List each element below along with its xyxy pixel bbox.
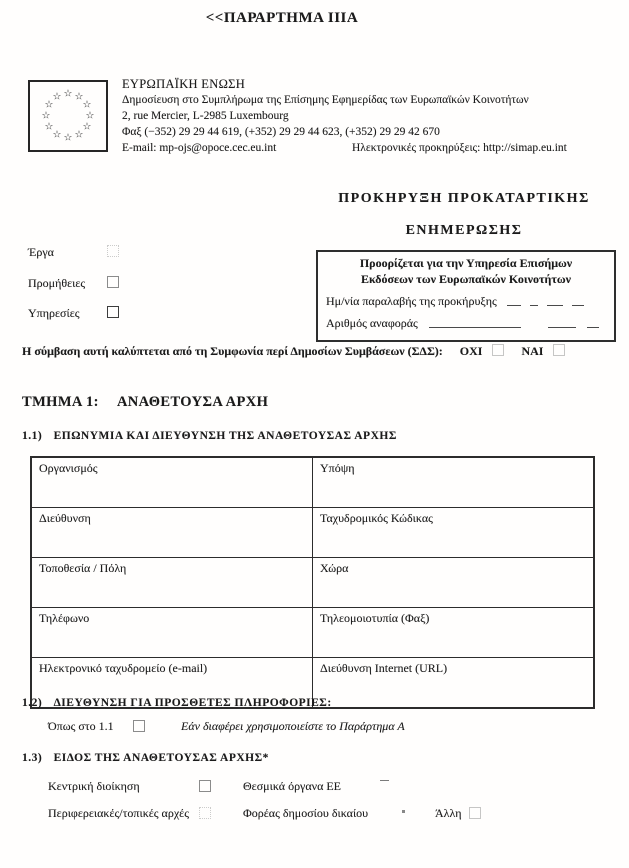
star-icon: ☆	[74, 129, 84, 141]
table-row	[31, 608, 594, 658]
works-checkbox[interactable]	[107, 245, 119, 257]
star-icon: ☆	[41, 110, 51, 122]
eu-email: E-mail: mp-ojs@opoce.cec.eu.int	[122, 142, 277, 154]
receipt-date-label: Ημ/νία παραλαβής της προκήρυξης	[326, 294, 497, 308]
receipt-date-blank[interactable]	[572, 295, 584, 306]
supplies-label: Προμήθειες	[28, 276, 86, 290]
receipt-date-blank[interactable]	[530, 295, 538, 306]
table-row	[31, 508, 594, 558]
star-icon: ☆	[44, 99, 54, 111]
annex-title: <<ΠΑΡΑΡΤΗΜΑ ΙΙΙΑ	[205, 10, 359, 26]
notice-title	[306, 183, 622, 247]
eu-flag-logo	[28, 80, 108, 152]
eu-header-block	[122, 76, 622, 156]
gpa-statement	[22, 344, 622, 359]
public-body-label: Φορέας δημοσίου δικαίου	[243, 806, 369, 820]
section-1-3-heading	[22, 752, 269, 764]
notice-title-line1: ΠΡΟΚΗΡΥΞΗ ΠΡΟΚΑΤΑΡΤΙΚΗΣ	[338, 191, 590, 206]
cell-email[interactable]: Ηλεκτρονικό ταχυδρομείο (e-mail)	[31, 658, 313, 709]
receipt-date-blank[interactable]	[547, 295, 563, 306]
reference-number-row	[326, 316, 599, 331]
reserved-line2: Εκδόσεων των Ευρωπαϊκών Κοινοτήτων	[360, 272, 572, 286]
other-label: Άλλη	[435, 806, 462, 820]
section-1-3-number: 1.3)	[22, 752, 43, 764]
official-use-box	[316, 250, 616, 342]
contract-type-services	[28, 306, 119, 321]
cell-town[interactable]: Τοποθεσία / Πόλη	[31, 558, 313, 608]
other-checkbox[interactable]	[469, 807, 481, 819]
cell-attention[interactable]: Υπόψη	[313, 457, 595, 508]
star-icon: ☆	[44, 121, 54, 133]
table-row	[31, 457, 594, 508]
section-1-2-heading	[22, 697, 332, 709]
gpa-no-checkbox[interactable]	[492, 344, 504, 356]
contract-type-works	[28, 245, 119, 260]
receipt-date-blank[interactable]	[507, 295, 521, 306]
cell-fax[interactable]: Τηλεομοιοτυπία (Φαξ)	[313, 608, 595, 658]
cell-organisation[interactable]: Οργανισμός	[31, 457, 313, 508]
regional-checkbox[interactable]	[199, 807, 211, 819]
same-as-1-1-label: Όπως στο 1.1	[48, 719, 114, 733]
cell-telephone[interactable]: Τηλέφωνο	[31, 608, 313, 658]
star-icon: ☆	[85, 110, 95, 122]
gpa-yes-checkbox[interactable]	[553, 344, 565, 356]
eu-institutions-label: Θεσμικά όργανα ΕΕ	[243, 779, 342, 793]
section-1-heading	[22, 394, 268, 411]
reference-number-blank[interactable]	[587, 317, 599, 328]
reference-number-blank[interactable]	[429, 317, 521, 328]
star-icon: ☆	[74, 91, 84, 103]
supplies-checkbox[interactable]	[107, 276, 119, 288]
reserved-line1: Προορίζεται για την Υπηρεσία Επισήμων	[359, 256, 573, 270]
section-1-number: ΤΜΗΜΑ 1:	[22, 394, 99, 410]
services-label: Υπηρεσίες	[28, 306, 80, 320]
section-1-1-number: 1.1)	[22, 430, 43, 442]
eu-fax-line: Φαξ (−352) 29 29 44 619, (+352) 29 29 44 623, (+352) 29 29 42 670	[122, 126, 440, 138]
eu-publication-line: Δημοσίευση στο Συμπλήρωμα της Επίσημης Εφημερίδας των Ευρωπαϊκών Κοινοτήτων	[122, 94, 529, 106]
notice-title-line2: ΕΝΗΜΕΡΩΣΗΣ	[405, 223, 523, 238]
eu-address-line: 2, rue Mercier, L-2985 Luxembourg	[122, 110, 289, 122]
gpa-text: Η σύμβαση αυτή καλύπτεται από τη Συμφωνία περί Δημοσίων Συμβάσεων (ΣΔΣ):	[22, 344, 443, 358]
section-1-2-title: ΔΙΕΥΘΥΝΣΗ ΓΙΑ ΠΡΟΣΘΕΤΕΣ ΠΛΗΡΟΦΟΡΙΕΣ:	[53, 697, 332, 709]
star-icon: ☆	[82, 121, 92, 133]
eu-enotices-url: Ηλεκτρονικές προκηρύξεις: http://simap.eu.int	[352, 142, 567, 154]
cell-address[interactable]: Διεύθυνση	[31, 508, 313, 558]
eu-institutions-checkbox[interactable]	[380, 780, 389, 781]
annex-a-note: Εάν διαφέρει χρησιμοποιείστε το Παράρτημα Α	[181, 719, 405, 733]
star-icon: ☆	[52, 129, 62, 141]
eu-contact-line	[122, 140, 622, 156]
cell-country[interactable]: Χώρα	[313, 558, 595, 608]
authority-type-row-1	[0, 779, 629, 797]
section-1-3-title: ΕΙΔΟΣ ΤΗΣ ΑΝΑΘΕΤΟΥΣΑΣ ΑΡΧΗΣ*	[53, 752, 269, 764]
works-label: Έργα	[28, 245, 54, 259]
gpa-no-label: ΟΧΙ	[459, 344, 483, 358]
star-icon: ☆	[63, 132, 73, 144]
central-gov-checkbox[interactable]	[199, 780, 211, 792]
reference-number-blank[interactable]	[548, 317, 576, 328]
cell-postal-code[interactable]: Ταχυδρομικός Κώδικας	[313, 508, 595, 558]
table-row	[31, 558, 594, 608]
services-checkbox[interactable]	[107, 306, 119, 318]
section-1-2-number: 1.2)	[22, 697, 43, 709]
eu-union-name: ΕΥΡΩΠΑΪΚΗ ΕΝΩΣΗ	[122, 77, 246, 91]
gpa-yes-label: ΝΑΙ	[521, 344, 544, 358]
reference-number-label: Αριθμός αναφοράς	[326, 316, 418, 330]
cell-url[interactable]: Διεύθυνση Internet (URL)	[313, 658, 595, 709]
receipt-date-row	[326, 294, 584, 309]
authority-type-row-2	[0, 806, 629, 824]
star-icon: ☆	[52, 91, 62, 103]
section-1-1-title: ΕΠΩΝΥΜΙΑ ΚΑΙ ΔΙΕΥΘΥΝΣΗ ΤΗΣ ΑΝΑΘΕΤΟΥΣΑΣ ΑΡΧΗΣ	[53, 430, 397, 442]
regional-label: Περιφερειακές/τοπικές αρχές	[48, 806, 189, 820]
contract-type-supplies	[28, 276, 119, 291]
section-1-1-heading	[22, 430, 397, 442]
central-gov-label: Κεντρική διοίκηση	[48, 779, 140, 793]
same-as-1-1-checkbox[interactable]	[133, 720, 145, 732]
section-1-2-options	[0, 719, 629, 737]
section-1-title: ΑΝΑΘΕΤΟΥΣΑ ΑΡΧΗ	[116, 394, 269, 410]
star-icon: ☆	[82, 99, 92, 111]
public-body-checkbox[interactable]	[402, 810, 405, 813]
star-icon: ☆	[63, 88, 73, 100]
authority-address-table	[30, 456, 595, 709]
